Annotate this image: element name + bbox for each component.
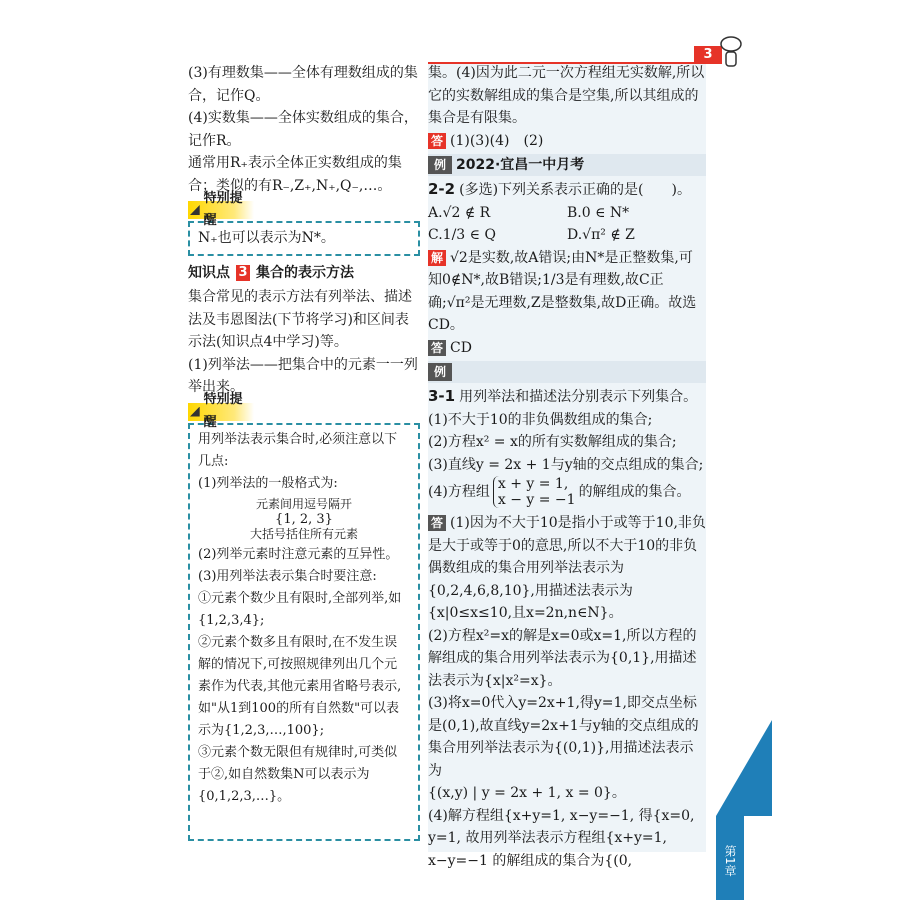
answer-set: {(x,y) | y = 2x + 1, x = 0}。 (428, 785, 626, 801)
text-line: 通常用R₊表示全体正实数组成的集合；类似的有R₋,Z₊,N₊,Q₋,…。 (188, 155, 402, 194)
right-column (428, 62, 706, 872)
question-item: (4)方程组 x + y = 1, x − y = −1 的解组成的集合。 (428, 476, 691, 508)
flag-icon (190, 407, 200, 417)
tip-label: 特别提醒 (188, 201, 254, 219)
page-number: 3 (694, 46, 722, 64)
example-tag: 例 (428, 156, 452, 174)
example-header (428, 361, 706, 383)
options-row: A.√2 ∉ R B.0 ∈ N* (428, 204, 630, 221)
question-item: (2)方程x² = x的所有实数解组成的集合; (428, 434, 677, 450)
flag-icon (190, 205, 200, 215)
example-header: 例 2022·宜昌一中月考 (428, 154, 706, 176)
question: 3-1 用列举法和描述法分别表示下列集合。 (428, 387, 698, 405)
question-item: (1)不大于10的非负偶数组成的集合; (428, 411, 653, 428)
answer-line: 答 CD (428, 337, 706, 360)
answer-tag: 答 (428, 340, 446, 356)
question-item: (3)直线y = 2x + 1与y轴的交点组成的集合; (428, 456, 704, 473)
chapter-tab: 第1章 (716, 816, 744, 900)
text-line: 集。(4)因为此二元一次方程组无实数解,所以它的实数解组成的集合是空集,所以其组成的集合是有限集。 (428, 65, 705, 126)
format-diagram: 元素间用逗号隔开 {1, 2, 3} 大括号括住所有元素 (249, 496, 358, 541)
text-line: (4)实数集——全体实数组成的集合，记作R。 (188, 110, 418, 149)
answer-block: (3)将x=0代入y=2x+1,得y=1,即交点坐标是(0,1),故直线y=2x+1与y轴的交点组成的集合用列举法表示为{(0,1)},用描述法表示为 (428, 695, 699, 779)
solution: 解 √2是实数,故A错误;由N*是正整数集,可知0∉N*,故B错误;1/3是有理数,故C正确;√π²是无理数,Z是整数集,故D正确。故选CD。 (428, 249, 697, 333)
question: 2-2 (多选)下列关系表示正确的是( )。 (428, 180, 691, 198)
solution-tag: 解 (428, 250, 446, 266)
example-tag: 例 (428, 363, 452, 381)
options-row: C.1/3 ∈ Q D.√π² ∉ Z (428, 227, 635, 243)
answer-block: (4)解方程组{x+y=1, x−y=−1, 得{x=0, y=1, 故用列举法表示方程组{x+y=1, x−y=−1 的解组成的集合为{(0, (428, 807, 695, 869)
text-line: (1)列举法——把集合中的元素一一列举出来。 (188, 356, 418, 395)
answer-tag: 答 (428, 133, 446, 149)
tip-label: 特别提醒 (188, 403, 254, 421)
answer-block: (2)方程x²=x的解是x=0或x=1,所以方程的解组成的集合用列举法表示为{0,1},用描述法表示为{x|x²=x}。 (428, 627, 697, 689)
equation-system: x + y = 1, x − y = −1 (493, 476, 576, 508)
answer-line: 答 (1)(3)(4) (2) (428, 130, 706, 153)
knowledge-point-number: 3 (236, 265, 250, 281)
left-column (188, 62, 420, 841)
chapter-tab-triangle (716, 720, 772, 816)
tip-box-list-method: 用列举法表示集合时,必须注意以下几点: (1)列举法的一般格式为: 元素间用逗号隔开 {1, 2, 3} 大括号括住所有元素 (2)列举元素时注意元素的互异性。 (3)用列举法表示集合时要注意: ①元素个数少且有限时,全部列举,如{1,2,3,4}; ②元素个数多且有限时,在不发生误解的情况下,可按照规律列出几个元素作为代表,其他元素用省略号表示,如"从1到100的所有自然数"可以表示为{1,2,3,…,100}; ③元素个数无限但有规律时,可类似于②,如自然数集N可以表示为{0,1,2,3,…}。 (188, 423, 420, 841)
knowledge-point-heading: 知识点 3 集合的表示方法 (188, 264, 354, 281)
tip-box: N₊也可以表示为N*。 (188, 221, 420, 256)
mascot-icon (720, 36, 742, 70)
answer-tag: 答 (428, 515, 446, 531)
text-line: (3)有理数集——全体有理数组成的集合，记作Q。 (188, 65, 418, 104)
answer-block: 答 (1)因为不大于10是指小于或等于10,非负是大于或等于0的意思,所以不大于10的非负偶数组成的集合用列举法表示为{0,2,4,6,8,10},用描述法表示为{x|0≤x≤10,且x=2n,n∈N}。 (428, 515, 706, 621)
text-line: 集合常见的表示方法有列举法、描述法及韦恩图法(下节将学习)和区间表示法(知识点4中学习)等。 (188, 289, 412, 350)
